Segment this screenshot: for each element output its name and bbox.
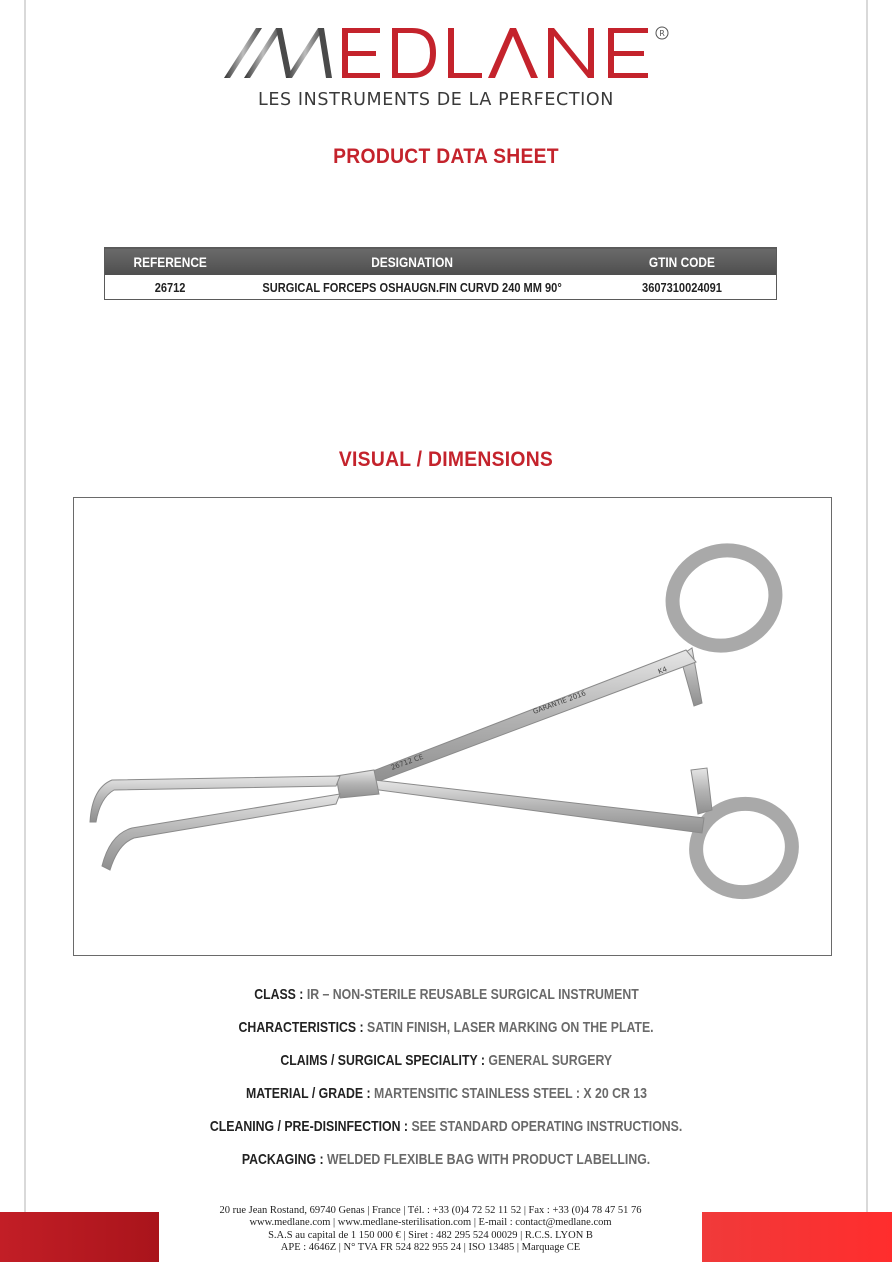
- spec-cleaning: [0, 1115, 892, 1148]
- spec-value: WELDED FLEXIBLE BAG WITH PRODUCT LABELLING.: [326, 1151, 651, 1168]
- visual-dimensions-title: VISUAL / DIMENSIONS: [338, 448, 554, 471]
- footer-address: 20 rue Jean Rostand, 69740 Genas | France | Tél. : +33 (0)4 72 52 11 52 | Fax : +33 (0)4 78 47 51 76: [219, 1205, 642, 1216]
- reference-table: [104, 247, 777, 300]
- cell-gtin-code: 3607310024091: [641, 279, 722, 295]
- header-reference: REFERENCE: [105, 248, 236, 276]
- spec-label: PACKAGING :: [241, 1151, 327, 1168]
- spec-label: CHARACTERISTICS :: [238, 1019, 367, 1036]
- medlane-logo: [222, 24, 672, 114]
- table-header-row: [105, 248, 777, 276]
- spec-list: [0, 983, 892, 1181]
- footer-registration: APE : 4646Z | N° TVA FR 524 822 955 24 | ISO 13485 | Marquage CE: [280, 1242, 581, 1254]
- spec-label: CLASS :: [253, 986, 307, 1003]
- spec-label: CLAIMS / SURGICAL SPECIALITY :: [280, 1052, 489, 1069]
- forceps-illustration: [74, 498, 831, 955]
- cell-designation: SURGICAL FORCEPS OSHAUGN.FIN CURVD 240 MM 90°: [262, 279, 562, 295]
- ring-marking: K4: [656, 665, 669, 676]
- header-gtin-code: GTIN CODE: [588, 248, 777, 276]
- spec-claims: [0, 1049, 892, 1082]
- box-marking: 26712 CE: [389, 752, 425, 772]
- spec-value: SATIN FINISH, LASER MARKING ON THE PLATE.: [366, 1019, 654, 1036]
- shank-marking: GARANTIE 2016: [531, 689, 587, 716]
- footer-company-info: [159, 1205, 702, 1255]
- spec-value: GENERAL SURGERY: [488, 1052, 612, 1069]
- spec-packaging: [0, 1148, 892, 1181]
- spec-class: [0, 983, 892, 1016]
- spec-value: MARTENSITIC STAINLESS STEEL : X 20 CR 13: [373, 1085, 647, 1102]
- footer-legal: S.A.S au capital de 1 150 000 € | Siret : 482 295 524 00029 | R.C.S. LYON B: [268, 1229, 593, 1241]
- spec-value: SEE STANDARD OPERATING INSTRUCTIONS.: [411, 1118, 683, 1135]
- spec-label: MATERIAL / GRADE :: [245, 1085, 374, 1102]
- footer-web: www.medlane.com | www.medlane-sterilisation.com | E-mail : contact@medlane.com: [249, 1217, 612, 1229]
- brand-tagline: LES INSTRUMENTS DE LA PERFECTION: [258, 90, 614, 110]
- spec-characteristics: [0, 1016, 892, 1049]
- table-row: [105, 275, 777, 300]
- product-data-sheet-title: PRODUCT DATA SHEET: [333, 145, 559, 168]
- footer-red-bar-right: [702, 1212, 892, 1262]
- svg-text:R: R: [659, 29, 665, 38]
- cell-reference: 26712: [154, 279, 186, 295]
- footer-red-bar-left: [0, 1212, 159, 1262]
- spec-label: CLEANING / PRE-DISINFECTION :: [209, 1118, 412, 1135]
- spec-material: [0, 1082, 892, 1115]
- header-designation: DESIGNATION: [236, 248, 588, 276]
- spec-value: IR – NON-STERILE REUSABLE SURGICAL INSTRUMENT: [306, 986, 639, 1003]
- product-image-frame: [73, 497, 832, 956]
- medlane-wordmark: [222, 24, 665, 84]
